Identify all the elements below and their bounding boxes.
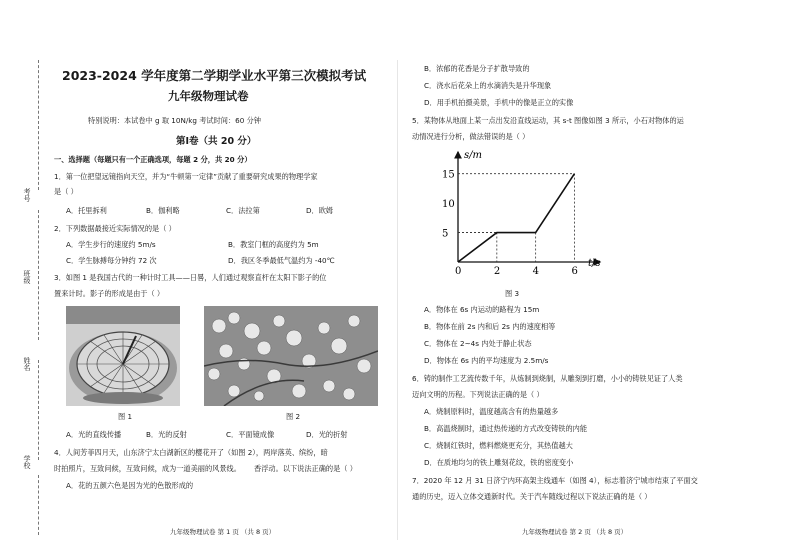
q5-option-a: A．物体在 6s 内运动的路程为 15m bbox=[424, 305, 540, 314]
q1-stem: 1．第一位把望远镜指向天空，并为“牛顿第一定律”贡献了重要研究成果的物理学家 bbox=[54, 172, 318, 181]
figure-2-blossoms bbox=[204, 306, 378, 406]
q5-stem-cont: 动情况进行分析，做法错误的是（ ） bbox=[412, 132, 530, 141]
q1-option-b: B．伽利略 bbox=[146, 206, 180, 215]
figure-2-caption: 图 2 bbox=[286, 412, 301, 421]
section-title: 第Ⅰ卷（共 20 分） bbox=[176, 136, 257, 147]
binding-dashed-line bbox=[38, 210, 39, 340]
q6-stem-cont: 迈向文明的历程。下列说法正确的是（ ） bbox=[412, 390, 544, 399]
binding-dashed-line bbox=[38, 360, 39, 460]
q3-stem-cont: 置来计时。影子的形成是由于（ ） bbox=[54, 289, 165, 298]
q6-option-b: B．高温烧制时，通过热传递的方式改变铸铁的内能 bbox=[424, 424, 588, 433]
q4-option-a: A．花的五颜六色是因为光的色散形成的 bbox=[66, 481, 194, 490]
q6-option-a: A．烧制原料时，温度越高含有的热量越多 bbox=[424, 407, 559, 416]
binding-margin bbox=[14, 0, 50, 554]
x-axis-label: t/s bbox=[588, 258, 601, 269]
q2-option-d: D．我区冬季最低气温约为 -40℃ bbox=[228, 256, 335, 265]
q4-option-c: C．浇水后花朵上的水滴消失是升华现象 bbox=[424, 81, 552, 90]
q2-option-b: B．教室门框的高度约为 5m bbox=[228, 240, 319, 249]
column-divider bbox=[397, 60, 398, 540]
q1-option-d: D．欧姆 bbox=[306, 206, 334, 215]
y-tick-label: 10 bbox=[442, 199, 455, 211]
q5-option-d: D．物体在 6s 内的平均速度为 2.5m/s bbox=[424, 356, 549, 365]
q3-option-a: A．光的直线传播 bbox=[66, 430, 122, 439]
binding-dashed-line bbox=[38, 475, 39, 535]
x-tick-label: 4 bbox=[532, 266, 540, 277]
q3-stem: 3．如图 1 是我国古代的一种计时工具——日晷，人们通过观察直杆在太阳下影子的位 bbox=[54, 273, 327, 282]
q6-option-c: C．烧制红铁时，燃料燃烧更充分，其热值越大 bbox=[424, 441, 573, 450]
q6-stem: 6．铸的制作工艺流传数千年，从炼制到烧制，从雕刻到打磨，小小的铸铁见证了人类 bbox=[412, 374, 683, 383]
q1-option-a: A．托里拆利 bbox=[66, 206, 107, 215]
q7-stem-cont: 通的历史，迈入立体交通新时代。关于汽车随线过程以下说法正确的是（ ） bbox=[412, 492, 652, 501]
y-tick-label: 5 bbox=[442, 228, 449, 240]
figure-3-caption: 图 3 bbox=[505, 289, 520, 298]
q5-option-c: C．物体在 2~4s 内处于静止状态 bbox=[424, 339, 532, 348]
figure-1-sundial bbox=[66, 306, 180, 406]
x-tick-label: 0 bbox=[455, 266, 462, 277]
x-tick-label: 6 bbox=[571, 266, 578, 277]
exam-subtitle: 九年级物理试卷 bbox=[168, 89, 249, 103]
figure-3-st-graph bbox=[440, 146, 610, 286]
binding-label-school: 学校 bbox=[23, 455, 31, 469]
binding-label-name: 姓名 bbox=[23, 357, 31, 371]
q4-stem-b: 时拍照片，互致问候，互致问候，成为一道美丽的风景线。 bbox=[54, 464, 241, 473]
q2-option-a: A．学生步行的速度约 5m/s bbox=[66, 240, 156, 249]
q2-option-c: C．学生脉搏每分钟约 72 次 bbox=[66, 256, 157, 265]
q2-stem: 2．下列数据最接近实际情况的是（ ） bbox=[54, 224, 176, 233]
right-footer: 九年级物理试卷 第 2 页 （共 8 页） bbox=[522, 528, 628, 536]
y-tick-label: 15 bbox=[442, 169, 455, 181]
series-line bbox=[458, 174, 574, 262]
q3-option-d: D．光的折射 bbox=[306, 430, 348, 439]
exam-title: 2023-2024 学年度第二学期学业水平第三次模拟考试 bbox=[62, 68, 367, 83]
part-one-heading: 一、选择题（每题只有一个正确选项，每题 2 分，共 20 分） bbox=[54, 155, 252, 164]
q4-option-b: B．浓郁的花香是分子扩散导致的 bbox=[424, 64, 530, 73]
exam-notes: 特别说明：本试卷中 g 取 10N/kg 考试时间：60 分钟 bbox=[88, 116, 261, 125]
x-tick-label: 2 bbox=[493, 266, 501, 277]
binding-label-class: 班级 bbox=[23, 270, 31, 284]
q5-option-b: B．物体在前 2s 内和后 2s 内的速度相等 bbox=[424, 322, 556, 331]
q3-option-b: B．光的反射 bbox=[146, 430, 187, 439]
q5-stem: 5．某物体从地面上某一点出发沿直线运动，其 s-t 图像如图 3 所示，小石对物体的运 bbox=[412, 116, 684, 125]
q4-option-d: D．用手机拍摄美景，手机中的像是正立的实像 bbox=[424, 98, 574, 107]
q6-option-d: D．在质地均匀的铁上雕刻花纹，铁的密度变小 bbox=[424, 458, 574, 467]
figure-1-caption: 图 1 bbox=[118, 412, 133, 421]
y-axis-label: s/m bbox=[464, 150, 482, 161]
q1-option-c: C．法拉第 bbox=[226, 206, 260, 215]
q4-stem: 4．人间芳菲四月天，山东济宁太白湖新区的樱花开了（如图 2），两岸落英、缤纷，暗 bbox=[54, 448, 328, 457]
q3-option-c: C．平面镜成像 bbox=[226, 430, 275, 439]
binding-label-exam-no: 考号 bbox=[23, 188, 31, 202]
left-footer: 九年级物理试卷 第 1 页 （共 8 页） bbox=[170, 528, 276, 536]
binding-dashed-line bbox=[38, 60, 39, 190]
q4-stem-c: 香浮动。以下说法正确的是（ ） bbox=[254, 464, 357, 473]
q1-stem-cont: 是（ ） bbox=[54, 187, 78, 196]
q7-stem: 7．2020 年 12 月 31 日济宁内环高架主线通车（如图 4），标志着济宁城市结束了平面交 bbox=[412, 476, 698, 485]
